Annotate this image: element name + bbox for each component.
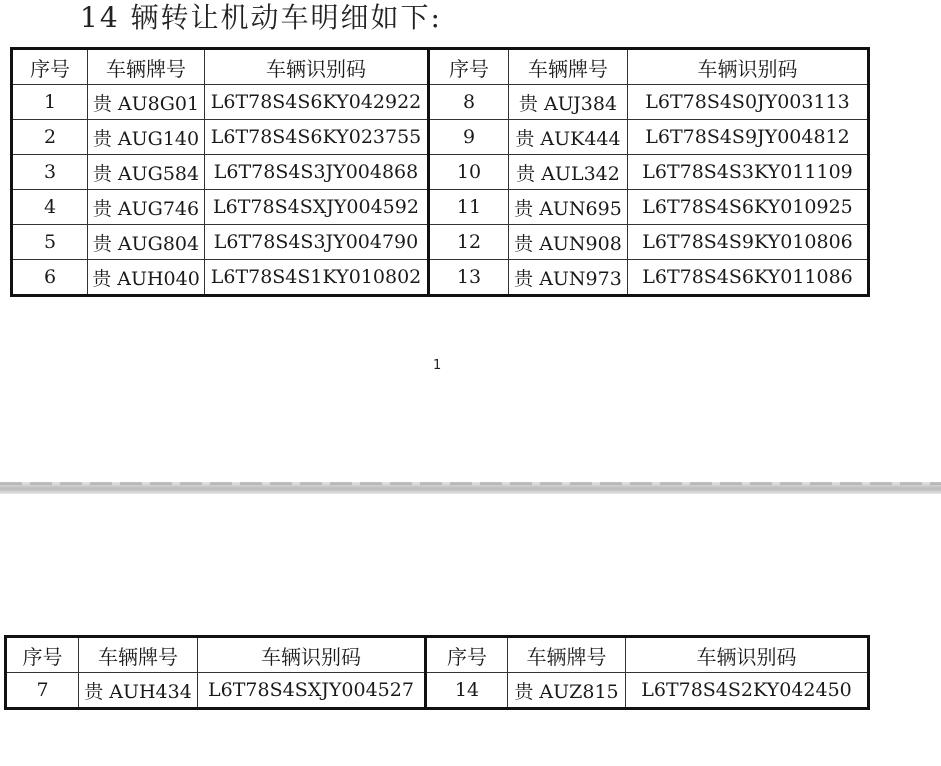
header-seq: 序号 <box>6 637 79 673</box>
header-vin: 车辆识别码 <box>626 637 869 673</box>
seq-cell: 4 <box>12 190 88 225</box>
plate-cell: 贵 AUN695 <box>509 190 628 225</box>
plate-cell: 贵 AUZ815 <box>508 673 626 709</box>
document-heading: 14 辆转让机动车明细如下: <box>80 1 442 34</box>
header-seq: 序号 <box>429 49 509 85</box>
vin-cell: L6T78S4S6KY042922 <box>205 85 429 120</box>
header-vin: 车辆识别码 <box>628 49 869 85</box>
table-row <box>12 225 869 260</box>
vin-cell: L6T78S4SXJY004592 <box>205 190 429 225</box>
table-header-row <box>12 49 869 85</box>
plate-cell: 贵 AUH434 <box>79 673 198 709</box>
seq-cell: 13 <box>429 260 509 296</box>
plate-cell: 贵 AUG746 <box>88 190 205 225</box>
seq-cell: 5 <box>12 225 88 260</box>
vehicle-table-page-2 <box>4 635 870 710</box>
vin-cell: L6T78S4S3KY011109 <box>628 155 869 190</box>
plate-cell: 贵 AUG584 <box>88 155 205 190</box>
vin-cell: L6T78S4SXJY004527 <box>198 673 426 709</box>
plate-cell: 贵 AUN908 <box>509 225 628 260</box>
table-header-row <box>6 637 869 673</box>
plate-cell: 贵 AUJ384 <box>509 85 628 120</box>
plate-cell: 贵 AUG140 <box>88 120 205 155</box>
header-plate: 车辆牌号 <box>509 49 628 85</box>
plate-cell: 贵 AUN973 <box>509 260 628 296</box>
table-row <box>12 190 869 225</box>
plate-cell: 贵 AUK444 <box>509 120 628 155</box>
seq-cell: 2 <box>12 120 88 155</box>
seq-cell: 11 <box>429 190 509 225</box>
table-row <box>12 85 869 120</box>
vin-cell: L6T78S4S3JY004868 <box>205 155 429 190</box>
header-seq: 序号 <box>12 49 88 85</box>
plate-cell: 贵 AUH040 <box>88 260 205 296</box>
vin-cell: L6T78S4S6KY023755 <box>205 120 429 155</box>
page-number: 1 <box>433 358 442 373</box>
vin-cell: L6T78S4S2KY042450 <box>626 673 869 709</box>
header-plate: 车辆牌号 <box>508 637 626 673</box>
seq-cell: 6 <box>12 260 88 296</box>
plate-cell: 贵 AUG804 <box>88 225 205 260</box>
vin-cell: L6T78S4S3JY004790 <box>205 225 429 260</box>
table-row <box>12 155 869 190</box>
header-seq: 序号 <box>426 637 508 673</box>
vin-cell: L6T78S4S0JY003113 <box>628 85 869 120</box>
seq-cell: 12 <box>429 225 509 260</box>
vehicle-table-page-1 <box>10 47 870 297</box>
vin-cell: L6T78S4S9KY010806 <box>628 225 869 260</box>
seq-cell: 9 <box>429 120 509 155</box>
header-plate: 车辆牌号 <box>79 637 198 673</box>
plate-cell: 贵 AU8G01 <box>88 85 205 120</box>
table-row <box>12 260 869 296</box>
seq-cell: 10 <box>429 155 509 190</box>
vin-cell: L6T78S4S6KY010925 <box>628 190 869 225</box>
vin-cell: L6T78S4S9JY004812 <box>628 120 869 155</box>
header-vin: 车辆识别码 <box>205 49 429 85</box>
seq-cell: 3 <box>12 155 88 190</box>
header-plate: 车辆牌号 <box>88 49 205 85</box>
vin-cell: L6T78S4S6KY011086 <box>628 260 869 296</box>
seq-cell: 1 <box>12 85 88 120</box>
seq-cell: 8 <box>429 85 509 120</box>
plate-cell: 贵 AUL342 <box>509 155 628 190</box>
seq-cell: 7 <box>6 673 79 709</box>
table-row <box>12 120 869 155</box>
vin-cell: L6T78S4S1KY010802 <box>205 260 429 296</box>
table-row <box>6 673 869 709</box>
header-vin: 车辆识别码 <box>198 637 426 673</box>
seq-cell: 14 <box>426 673 508 709</box>
page-edge-line <box>0 482 941 485</box>
